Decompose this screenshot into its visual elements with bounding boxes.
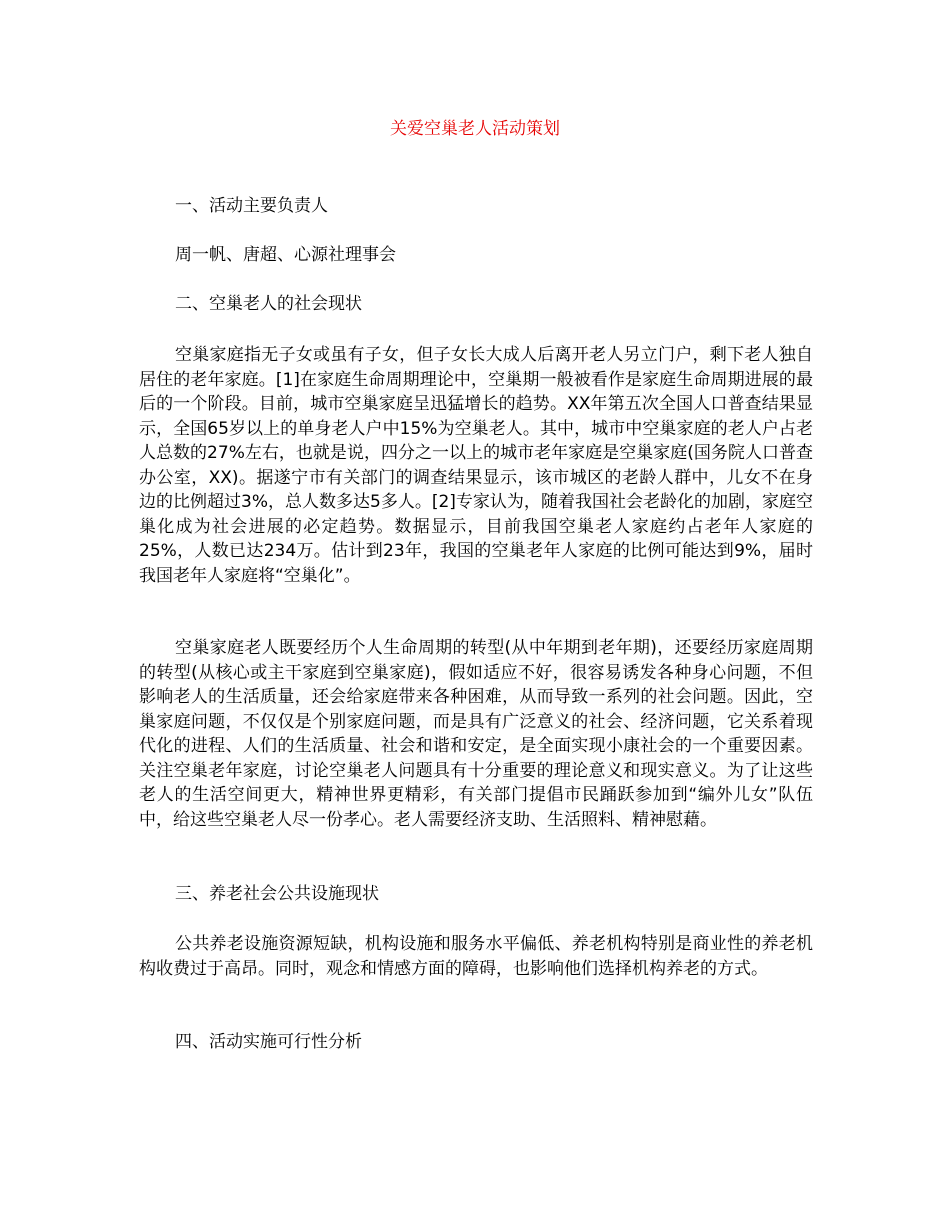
social-status-paragraph-2: 空巢家庭老人既要经历个人生命周期的转型(从中年期到老年期)，还要经历家庭周期的转型(从核心或主干家庭到空巢家庭)，假如适应不好，很容易诱发各种身心问题，不但影响老人的生活质量，还会给家庭带来各种困难，从而导致一系列的社会问题。因此，空巢家庭问题，不仅仅是个别家庭问题，而是具有广泛意义的社会、经济问题，它关系着现代化的进程、人们的生活质量、社会和谐和安定，是全面实现小康社会的一个重要因素。关注空巢老年家庭，讨论空巢老人问题具有十分重要的理论意义和现实意义。为了让这些老人的生活空间更大，精神世界更精彩，有关部门提倡市民踊跃参加到“编外儿女”队伍中，给这些空巢老人尽一份孝心。老人需要经济支助、生活照料、精神慰藉。 xyxy=(139,638,813,830)
document-title: 关爱空巢老人活动策划 xyxy=(390,119,560,139)
section-heading-feasibility: 四、活动实施可行性分析 xyxy=(175,1032,362,1052)
social-status-paragraph-1: 空巢家庭指无子女或虽有子女，但子女长大成人后离开老人另立门户，剩下老人独自居住的老年家庭。[1]在家庭生命周期理论中，空巢期一般被看作是家庭生命周期进展的最后的一个阶段。目前，城市空巢家庭呈迅猛增长的趋势。XX年第五次全国人口普查结果显示，全国65岁以上的单身老人户中15%为空巢老人。其中，城市中空巢家庭的老人户占老人总数的27%左右，也就是说，四分之一以上的城市老年家庭是空巢家庭(国务院人口普查办公室，XX)。据遂宁市有关部门的调查结果显示，该市城区的老龄人群中，儿女不在身边的比例超过3%，总人数多达5多人。[2]专家认为，随着我国社会老龄化的加剧，家庭空巢化成为社会进展的必定趋势。数据显示，目前我国空巢老人家庭约占老年人家庭的25%，人数已达234万。估计到23年，我国的空巢老年人家庭的比例可能达到9%，届时我国老年人家庭将“空巢化”。 xyxy=(139,345,813,586)
section-heading-social-status: 二、空巢老人的社会现状 xyxy=(175,294,362,314)
section-heading-facilities: 三、养老社会公共设施现状 xyxy=(175,884,379,904)
leaders-paragraph: 周一帆、唐超、心源社理事会 xyxy=(175,245,396,265)
facilities-paragraph: 公共养老设施资源短缺，机构设施和服务水平偏低、养老机构特别是商业性的养老机构收费过于高昂。同时，观念和情感方面的障碍，也影响他们选择机构养老的方式。 xyxy=(139,934,813,979)
section-heading-leaders: 一、活动主要负责人 xyxy=(175,196,328,216)
